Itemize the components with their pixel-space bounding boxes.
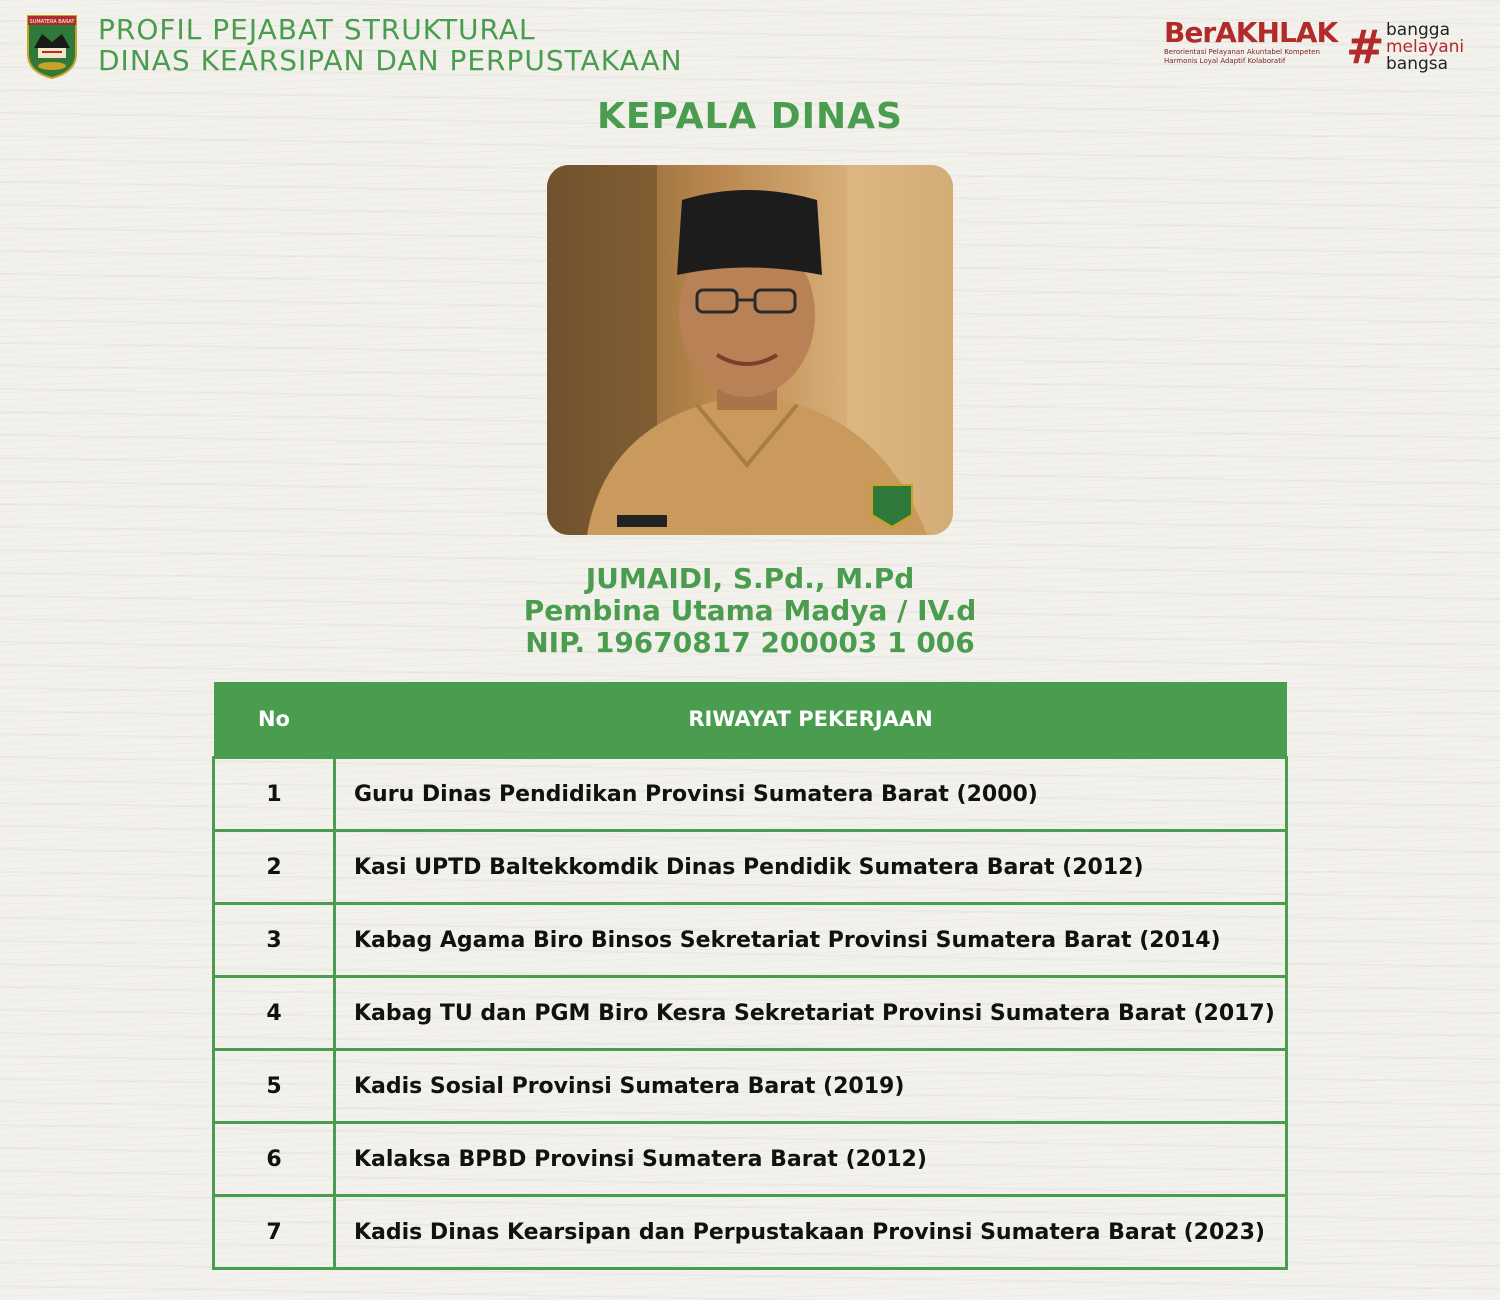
- official-portrait-photo: [547, 165, 953, 535]
- row-number: 5: [214, 1050, 335, 1123]
- province-crest-logo: [24, 14, 80, 80]
- row-number: 4: [214, 977, 335, 1050]
- column-header-no: No: [214, 682, 335, 758]
- bangga-melayani-bangsa-logo: [1346, 22, 1476, 74]
- table-row: [214, 1123, 1287, 1196]
- official-rank: Pembina Utama Madya / IV.d: [523, 594, 977, 627]
- crest-text: SUMATERA BARAT: [29, 19, 75, 25]
- row-description: Kadis Sosial Provinsi Sumatera Barat (2019): [335, 1050, 1287, 1123]
- row-description: Kasi UPTD Baltekkomdik Dinas Pendidik Sumatera Barat (2012): [335, 831, 1287, 904]
- table-row: [214, 758, 1287, 831]
- row-description: Guru Dinas Pendidikan Provinsi Sumatera Barat (2000): [335, 758, 1287, 831]
- portrait-illustration: [547, 165, 953, 535]
- berakhlak-sub-1: Berorientasi Pelayanan Akuntabel Kompeten: [1164, 48, 1320, 56]
- table-row: [214, 904, 1287, 977]
- header-line-2: DINAS KEARSIPAN DAN PERPUSTAKAAN: [98, 44, 683, 77]
- profile-info: [0, 563, 1500, 659]
- berakhlak-word: BerAKHLAK: [1164, 16, 1338, 49]
- berakhlak-logo: [1164, 16, 1338, 66]
- row-number: 7: [214, 1196, 335, 1269]
- official-name: JUMAIDI, S.Pd., M.Pd: [585, 562, 915, 595]
- row-number: 6: [214, 1123, 335, 1196]
- row-description: Kadis Dinas Kearsipan dan Perpustakaan Provinsi Sumatera Barat (2023): [335, 1196, 1287, 1269]
- page-title: KEPALA DINAS: [597, 96, 903, 137]
- bangga-word-2: melayani: [1386, 37, 1465, 57]
- row-description: Kabag Agama Biro Binsos Sekretariat Provinsi Sumatera Barat (2014): [335, 904, 1287, 977]
- work-history-table: [212, 682, 1288, 1270]
- berakhlak-sub-2: Harmonis Loyal Adaptif Kolaboratif: [1164, 57, 1286, 65]
- row-description: Kabag TU dan PGM Biro Kesra Sekretariat Provinsi Sumatera Barat (2017): [335, 977, 1287, 1050]
- row-number: 3: [214, 904, 335, 977]
- table-row: [214, 1050, 1287, 1123]
- table-row: [214, 831, 1287, 904]
- header-title: [98, 14, 683, 76]
- hashtag-icon: #: [1346, 20, 1385, 74]
- column-header-history: RIWAYAT PEKERJAAN: [335, 682, 1287, 758]
- bangga-word-3: bangsa: [1386, 54, 1449, 74]
- row-description: Kalaksa BPBD Provinsi Sumatera Barat (2012): [335, 1123, 1287, 1196]
- row-number: 1: [214, 758, 335, 831]
- official-nip: NIP. 19670817 200003 1 006: [525, 626, 975, 659]
- bangga-word-1: bangga: [1386, 20, 1450, 40]
- table-row: [214, 977, 1287, 1050]
- table-row: [214, 1196, 1287, 1269]
- row-number: 2: [214, 831, 335, 904]
- header-line-1: PROFIL PEJABAT STRUKTURAL: [98, 13, 536, 46]
- table-header-row: [214, 682, 1287, 758]
